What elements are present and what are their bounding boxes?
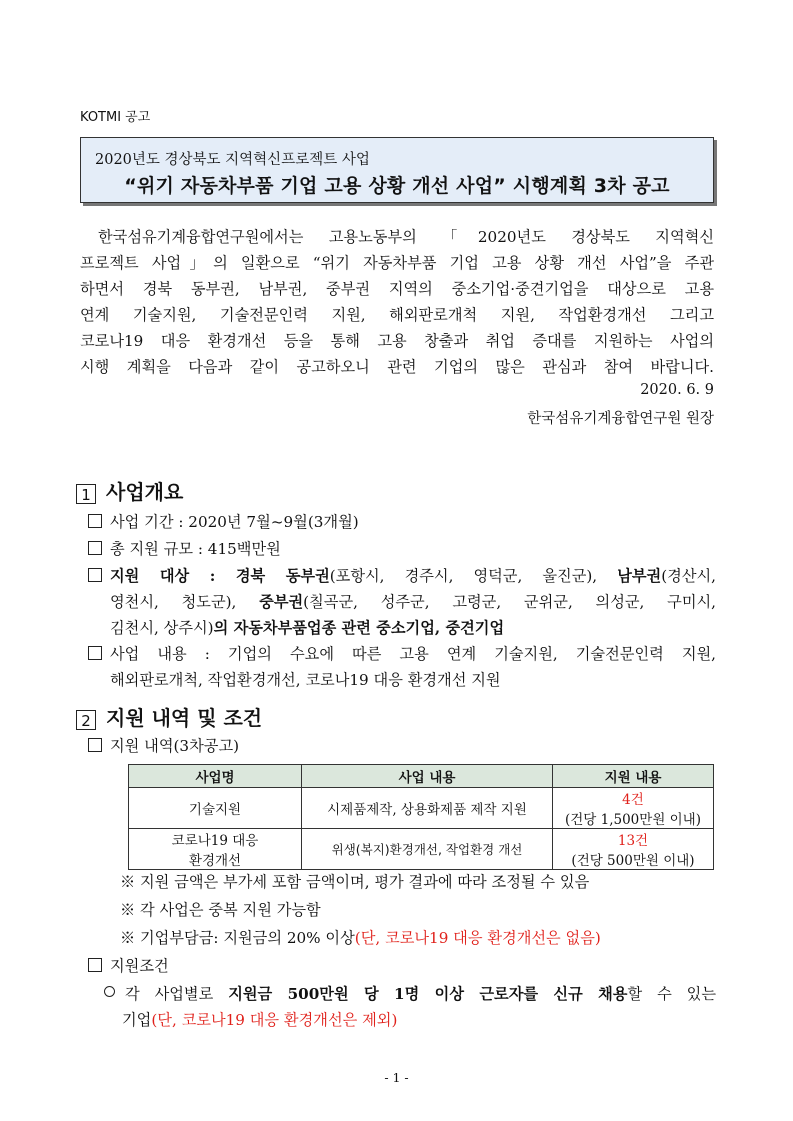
checkbox-icon — [88, 958, 102, 972]
section-1-number: 1 — [76, 484, 96, 504]
target-line3a: 김천시, 상주시) — [110, 619, 214, 637]
section-2-title: 지원 내역 및 조건 — [106, 706, 263, 730]
conditions-label — [88, 955, 716, 976]
support-detail: (건당 1,500만원 이내) — [564, 812, 701, 828]
cond-l2b: (단, 코로나19 대응 환경개선은 제외) — [151, 1011, 398, 1029]
note-vat: ※ 지원 금액은 부가세 포함 금액이며, 평가 결과에 따라 조정될 수 있음 — [120, 873, 590, 891]
note-duplicate: ※ 각 사업은 중복 지원 가능함 — [120, 901, 321, 919]
period-text: 사업 기간 : 2020년 7월~9월(3개월) — [110, 513, 359, 531]
section-1-heading — [76, 476, 183, 505]
target-line2a: 영천시, 청도군), — [110, 593, 260, 611]
intro-line-5: 코로나19 대응 환경개선 등을 통해 고용 창출과 취업 증대를 지원하는 사업의 — [80, 332, 714, 350]
target-line-2 — [110, 591, 716, 612]
target-label: 지원 대상 : 경북 동부권 — [110, 567, 330, 585]
table-cell-content: 위생(복지)환경개선, 작업환경 개선 — [302, 829, 553, 870]
intro-line-2: 프로젝트 사업」의 일환으로 “위기 자동차부품 기업 고용 상황 개선 사업”을 주관 — [80, 254, 714, 272]
note-burden-exception: (단, 코로나19 대응 환경개선은 없음) — [354, 929, 601, 947]
cond-l2a: 기업 — [122, 1011, 152, 1029]
support-count: 4건 — [622, 792, 644, 808]
support-count: 13건 — [617, 833, 649, 849]
table-header: 사업명 — [129, 765, 302, 788]
item-content — [88, 643, 716, 664]
section-2-heading — [76, 702, 262, 731]
intro-line-4: 연계 기술지원, 기술전문인력 지원, 해외판로개척 지원, 작업환경개선 그리고 — [80, 306, 714, 324]
title-subheading: 2020년도 경상북도 지역혁신프로젝트 사업 — [95, 152, 370, 168]
checkbox-icon — [88, 738, 102, 752]
note-burden-text: ※ 기업부담금: 지원금의 20% 이상 — [120, 929, 355, 947]
table-cell-name: 기술지원 — [129, 788, 302, 829]
support-details-label — [88, 735, 716, 756]
table-row — [129, 829, 714, 870]
target-central-label: 중부권 — [259, 593, 304, 611]
table-cell-support — [553, 788, 714, 829]
notice-date: 2020. 6. 9 — [640, 382, 714, 398]
checkbox-icon — [88, 514, 102, 528]
table-header: 사업 내용 — [302, 765, 553, 788]
cond-l1a: 각 사업별로 — [125, 985, 229, 1003]
checkbox-icon — [88, 541, 102, 555]
target-south-label: 남부권 — [617, 567, 662, 585]
note-burden — [120, 927, 601, 948]
target-line-3 — [110, 617, 716, 638]
table-cell-name — [129, 829, 302, 870]
support-detail: (건당 500만원 이내) — [571, 853, 695, 869]
support-subtitle: 지원 내역(3차공고) — [110, 737, 240, 755]
title-box — [80, 137, 714, 203]
item-period — [88, 511, 716, 532]
checkbox-icon — [88, 568, 102, 582]
table-row — [129, 788, 714, 829]
table-cell-support — [553, 829, 714, 870]
row-name-line1: 코로나19 대응 — [171, 833, 259, 849]
table-header: 지원 내용 — [553, 765, 714, 788]
content-line-2: 해외판로개척, 작업환경개선, 코로나19 대응 환경개선 지원 — [110, 671, 501, 689]
intro-line-6: 시행 계획을 다음과 같이 공고하오니 관련 기업의 많은 관심과 참여 바랍니다. — [80, 358, 714, 376]
row-name-line2: 환경개선 — [188, 853, 242, 869]
condition-line-2 — [122, 1009, 397, 1030]
target-line3b: 의 자동차부품업종 관련 중소기업, 중견기업 — [213, 619, 505, 637]
conditions-title: 지원조건 — [110, 957, 169, 975]
table-cell-content: 시제품제작, 상용화제품 제작 지원 — [302, 788, 553, 829]
item-budget — [88, 538, 716, 559]
cond-l1c: 할 수 있는 — [627, 985, 716, 1003]
cond-l1b: 지원금 500만원 당 1명 이상 근로자를 신규 채용 — [228, 985, 628, 1003]
section-1-title: 사업개요 — [106, 480, 184, 504]
target-south: (경산시, — [661, 567, 716, 585]
page-number: - 1 - — [384, 1070, 409, 1085]
checkbox-icon — [88, 646, 102, 660]
intro-line-1: 한국섬유기계융합연구원에서는 고용노동부의 「2020년도 경상북도 지역혁신 — [98, 228, 714, 246]
target-east: (포항시, 경주시, 영덕군, 울진군), — [329, 567, 618, 585]
section-2-number: 2 — [76, 710, 96, 730]
condition-line-1 — [104, 983, 716, 1004]
intro-line-3: 하면서 경북 동부권, 남부권, 중부권 지역의 중소기업·중견기업을 대상으로 고용 — [80, 280, 714, 298]
page-title: “위기 자동차부품 기업 고용 상황 개선 사업” 시행계획 3차 공고 — [124, 175, 670, 197]
budget-text: 총 지원 규모 : 415백만원 — [110, 540, 281, 558]
support-table — [128, 764, 714, 870]
target-central: (칠곡군, 성주군, 고령군, 군위군, 의성군, 구미시, — [303, 593, 716, 611]
content-line1: 사업 내용 : 기업의 수요에 따른 고용 연계 기술지원, 기술전문인력 지원, — [110, 645, 716, 663]
table-header-row — [129, 765, 714, 788]
bullet-circle-icon — [104, 986, 115, 997]
notice-signer: 한국섬유기계융합연구원 원장 — [527, 411, 714, 427]
doc-tag: KOTMI 공고 — [80, 110, 151, 125]
item-target — [88, 565, 716, 586]
